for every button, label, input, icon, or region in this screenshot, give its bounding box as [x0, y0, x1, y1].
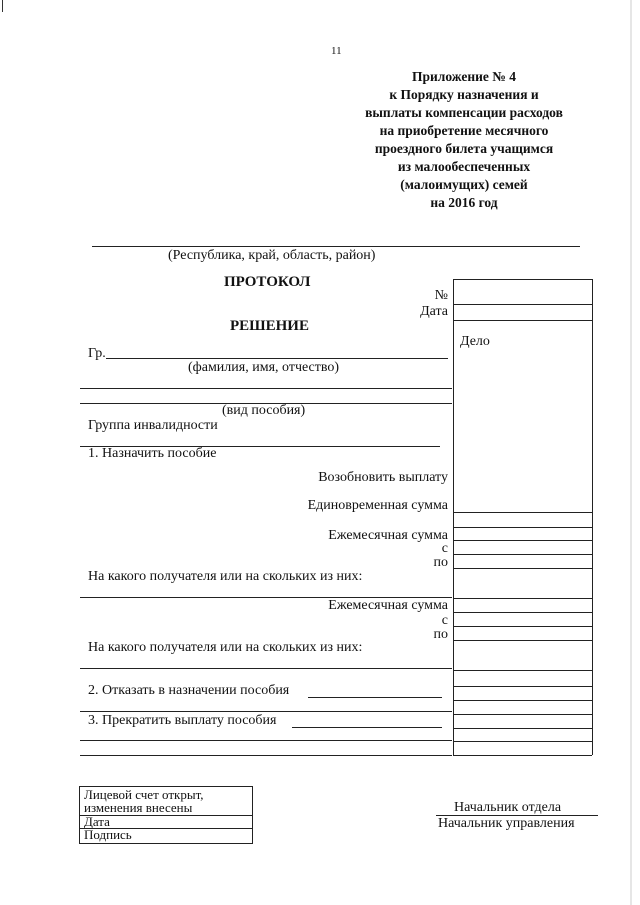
number-label: № — [434, 288, 448, 303]
item2-field-line — [308, 697, 442, 698]
item1-label: 1. Назначить пособие — [88, 446, 217, 461]
benefit-type-caption: (вид пособия) — [222, 403, 306, 418]
header-line: на 2016 год — [430, 195, 498, 210]
table-line — [453, 554, 592, 555]
page-number: 11 — [331, 45, 342, 57]
account-stamp-box — [79, 786, 253, 844]
lump-sum-label: Единовременная сумма — [307, 498, 448, 513]
table-line — [453, 728, 592, 729]
case-label: Дело — [460, 334, 490, 349]
table-line — [453, 670, 592, 671]
table-line — [453, 568, 592, 569]
blank-line — [80, 755, 452, 756]
table-line — [453, 598, 592, 599]
header-line: к Порядку назначения и — [389, 87, 539, 102]
table-line — [453, 540, 592, 541]
resume-payment-label: Возобновить выплату — [318, 470, 448, 485]
item2-label: 2. Отказать в назначении пособия — [88, 683, 290, 698]
to-label: по — [433, 627, 448, 642]
blank-line — [80, 668, 452, 669]
header-line: проездного билета учащимся — [374, 141, 554, 156]
blank-line — [80, 711, 452, 712]
table-line — [453, 741, 592, 742]
table-line — [453, 304, 592, 305]
region-caption: (Республика, край, область, район) — [168, 248, 376, 263]
disability-group-label: Группа инвалидности — [88, 418, 218, 433]
item3-field-line — [292, 727, 442, 728]
stamp-date-label: Дата — [84, 814, 110, 829]
from-label: с — [441, 613, 448, 628]
fio-field-line — [106, 358, 448, 359]
table-right-border — [592, 279, 593, 755]
header-line: на приобретение месячного — [379, 123, 549, 138]
table-line — [453, 612, 592, 613]
blank-line — [80, 740, 452, 741]
stamp-line: изменения внесены — [84, 800, 193, 815]
to-label: по — [433, 555, 448, 570]
protocol-title: ПРОТОКОЛ — [224, 274, 311, 290]
head-of-administration-label: Начальник управления — [438, 816, 575, 831]
header-line: (малоимущих) семей — [400, 177, 528, 192]
item3-label: 3. Прекратить выплату пособия — [88, 713, 277, 728]
header-line: выплаты компенсации расходов — [365, 105, 563, 120]
monthly-sum-label: Ежемесячная сумма — [328, 598, 448, 613]
stamp-signature-label: Подпись — [84, 827, 132, 842]
table-line — [453, 626, 592, 627]
table-left-border — [453, 279, 454, 755]
table-line — [453, 279, 592, 280]
blank-line — [80, 388, 452, 389]
region-field-line — [92, 246, 580, 247]
fio-caption: (фамилия, имя, отчество) — [188, 360, 340, 375]
table-line — [453, 686, 592, 687]
table-line — [453, 755, 592, 756]
header-line: из малообеспеченных — [397, 159, 531, 174]
table-line — [453, 700, 592, 701]
recipient-question: На какого получателя или на скольких из них: — [88, 569, 363, 584]
date-label: Дата — [420, 304, 448, 319]
table-line — [453, 320, 592, 321]
table-line — [453, 640, 592, 641]
scan-edge — [630, 0, 632, 905]
from-label: с — [441, 541, 448, 556]
table-line — [453, 714, 592, 715]
table-line — [453, 512, 592, 513]
appendix-header — [330, 68, 598, 212]
citizen-prefix: Гр. — [88, 346, 106, 361]
header-line: Приложение № 4 — [412, 69, 516, 84]
recipient-question: На какого получателя или на скольких из них: — [88, 640, 363, 655]
scan-artifact — [2, 0, 3, 12]
monthly-sum-label: Ежемесячная сумма — [328, 528, 448, 543]
stamp-line: Лицевой счет открыт, — [84, 787, 204, 802]
head-of-department-label: Начальник отдела — [454, 800, 562, 815]
table-line — [453, 527, 592, 528]
decision-title: РЕШЕНИЕ — [230, 318, 309, 334]
